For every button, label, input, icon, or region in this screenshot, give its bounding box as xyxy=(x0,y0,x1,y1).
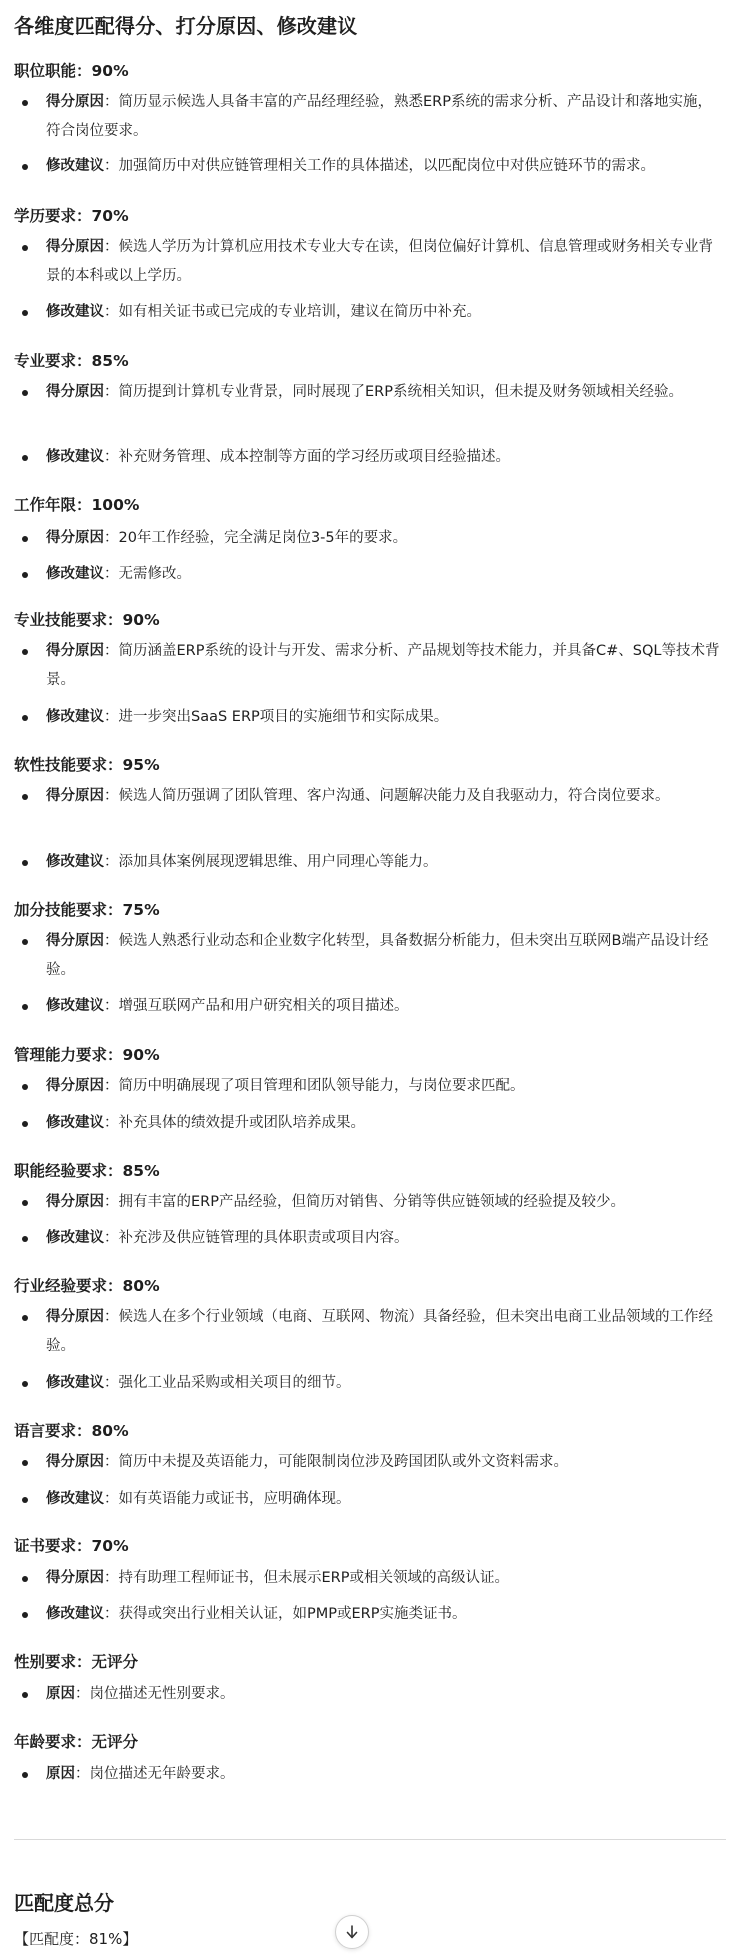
item-text: ：候选人学历为计算机应用技术专业大专在读，但岗位偏好计算机、信息管理或财务相关专业背景的本科或以上学历。 xyxy=(46,239,713,284)
list-item xyxy=(22,1485,722,1514)
bullet-icon xyxy=(22,1772,28,1778)
bullet-icon xyxy=(22,1084,28,1090)
item-text: ：简历涵盖ERP系统的设计与开发、需求分析、产品规划等技术能力，并具备C#、SQL等技术背景。 xyxy=(46,643,720,688)
item-label: 修改建议 xyxy=(46,1491,104,1507)
bullet-icon xyxy=(22,649,28,655)
list-item xyxy=(22,1072,722,1101)
section-title-job-function: 职位职能：90% xyxy=(14,62,129,80)
list-item xyxy=(22,1680,722,1709)
list-item xyxy=(22,298,722,327)
item-text: ：无需修改。 xyxy=(104,566,191,582)
bullet-icon xyxy=(22,1121,28,1127)
item-label: 得分原因 xyxy=(46,239,104,255)
bullet-icon xyxy=(22,572,28,578)
item-text: ：岗位描述无年龄要求。 xyxy=(75,1766,235,1782)
item-text: ：如有英语能力或证书，应明确体现。 xyxy=(104,1491,351,1507)
section-title-age: 年龄要求：无评分 xyxy=(14,1733,139,1751)
bullet-icon xyxy=(22,1004,28,1010)
item-label: 得分原因 xyxy=(46,643,104,659)
item-text: ：如有相关证书或已完成的专业培训，建议在简历中补充。 xyxy=(104,304,481,320)
item-label: 修改建议 xyxy=(46,998,104,1014)
list-item xyxy=(22,1600,722,1629)
bullet-icon xyxy=(22,164,28,170)
list-item xyxy=(22,637,722,695)
list-item xyxy=(22,927,722,985)
bullet-icon xyxy=(22,939,28,945)
list-item xyxy=(22,152,722,181)
item-label: 修改建议 xyxy=(46,709,104,725)
item-text: ：持有助理工程师证书，但未展示ERP或相关领域的高级认证。 xyxy=(104,1570,509,1586)
list-item xyxy=(22,703,722,732)
list-item xyxy=(22,1448,722,1477)
bullet-icon xyxy=(22,1497,28,1503)
bullet-icon xyxy=(22,1381,28,1387)
item-label: 得分原因 xyxy=(46,94,104,110)
item-label: 得分原因 xyxy=(46,788,104,804)
scroll-down-button[interactable] xyxy=(335,1915,369,1949)
page-title: 各维度匹配得分、打分原因、修改建议 xyxy=(14,14,358,38)
item-text: ：简历中明确展现了项目管理和团队领导能力，与岗位要求匹配。 xyxy=(104,1078,525,1094)
item-text: ：候选人简历强调了团队管理、客户沟通、问题解决能力及自我驱动力，符合岗位要求。 xyxy=(104,788,670,804)
list-item xyxy=(22,848,722,877)
bullet-icon xyxy=(22,1315,28,1321)
item-text: ：添加具体案例展现逻辑思维、用户同理心等能力。 xyxy=(104,854,438,870)
bullet-icon xyxy=(22,245,28,251)
section-title-soft-skills: 软性技能要求：95% xyxy=(14,756,160,774)
item-text: ：拥有丰富的ERP产品经验，但简历对销售、分销等供应链领域的经验提及较少。 xyxy=(104,1194,625,1210)
item-label: 得分原因 xyxy=(46,933,104,949)
section-title-certificate: 证书要求：70% xyxy=(14,1537,129,1555)
list-item xyxy=(22,1760,722,1789)
bullet-icon xyxy=(22,1692,28,1698)
item-text: ：简历提到计算机专业背景，同时展现了ERP系统相关知识，但未提及财务领域相关经验。 xyxy=(104,384,683,400)
list-item xyxy=(22,1303,722,1361)
bullet-icon xyxy=(22,860,28,866)
item-label: 得分原因 xyxy=(46,1078,104,1094)
item-label: 得分原因 xyxy=(46,1454,104,1470)
item-label: 修改建议 xyxy=(46,1115,104,1131)
bullet-icon xyxy=(22,536,28,542)
bullet-icon xyxy=(22,794,28,800)
list-item xyxy=(22,560,722,589)
bullet-icon xyxy=(22,1460,28,1466)
item-text: ：岗位描述无性别要求。 xyxy=(75,1686,235,1702)
list-item xyxy=(22,524,722,553)
section-title-gender: 性别要求：无评分 xyxy=(14,1653,139,1671)
list-item xyxy=(22,233,722,291)
bullet-icon xyxy=(22,1200,28,1206)
item-label: 修改建议 xyxy=(46,1375,104,1391)
item-text: ：简历显示候选人具备丰富的产品经理经验，熟悉ERP系统的需求分析、产品设计和落地实施，符合岗位要求。 xyxy=(46,94,712,139)
list-item xyxy=(22,1109,722,1138)
item-text: ：补充财务管理、成本控制等方面的学习经历或项目经验描述。 xyxy=(104,449,510,465)
item-label: 修改建议 xyxy=(46,854,104,870)
section-title-language: 语言要求：80% xyxy=(14,1422,129,1440)
bullet-icon xyxy=(22,455,28,461)
section-title-major: 专业要求：85% xyxy=(14,352,129,370)
section-title-management: 管理能力要求：90% xyxy=(14,1046,160,1064)
item-text: ：强化工业品采购或相关项目的细节。 xyxy=(104,1375,351,1391)
list-item xyxy=(22,992,722,1021)
item-label: 修改建议 xyxy=(46,566,104,582)
item-label: 原因 xyxy=(46,1686,75,1702)
item-label: 修改建议 xyxy=(46,304,104,320)
bullet-icon xyxy=(22,1612,28,1618)
item-label: 得分原因 xyxy=(46,1570,104,1586)
divider xyxy=(14,1839,726,1840)
list-item xyxy=(22,88,722,146)
list-item xyxy=(22,1224,722,1253)
item-label: 原因 xyxy=(46,1766,75,1782)
list-item xyxy=(22,1564,722,1593)
section-title-function-experience: 职能经验要求：85% xyxy=(14,1162,160,1180)
bullet-icon xyxy=(22,1236,28,1242)
item-label: 修改建议 xyxy=(46,1230,104,1246)
item-label: 修改建议 xyxy=(46,449,104,465)
item-text: ：补充涉及供应链管理的具体职责或项目内容。 xyxy=(104,1230,409,1246)
bullet-icon xyxy=(22,310,28,316)
bullet-icon xyxy=(22,715,28,721)
item-text: ：获得或突出行业相关认证，如PMP或ERP实施类证书。 xyxy=(104,1606,467,1622)
bullet-icon xyxy=(22,390,28,396)
section-title-education: 学历要求：70% xyxy=(14,207,129,225)
item-label: 得分原因 xyxy=(46,530,104,546)
section-title-work-years: 工作年限：100% xyxy=(14,496,140,514)
list-item xyxy=(22,782,722,811)
bullet-icon xyxy=(22,100,28,106)
item-text: ：候选人在多个行业领域（电商、互联网、物流）具备经验，但未突出电商工业品领域的工作经验。 xyxy=(46,1309,713,1354)
section-title-pro-skills: 专业技能要求：90% xyxy=(14,611,160,629)
list-item xyxy=(22,1188,722,1217)
section-title-bonus-skills: 加分技能要求：75% xyxy=(14,901,160,919)
item-label: 修改建议 xyxy=(46,1606,104,1622)
item-text: ：增强互联网产品和用户研究相关的项目描述。 xyxy=(104,998,409,1014)
item-text: ：进一步突出SaaS ERP项目的实施细节和实际成果。 xyxy=(104,709,449,725)
section-title-industry-experience: 行业经验要求：80% xyxy=(14,1277,160,1295)
list-item xyxy=(22,1369,722,1398)
item-text: ：候选人熟悉行业动态和企业数字化转型，具备数据分析能力，但未突出互联网B端产品设计经验。 xyxy=(46,933,709,978)
list-item xyxy=(22,378,722,407)
arrow-down-icon xyxy=(345,1924,359,1940)
list-item xyxy=(22,443,722,472)
item-text: ：20年工作经验，完全满足岗位3-5年的要求。 xyxy=(104,530,408,546)
item-text: ：补充具体的绩效提升或团队培养成果。 xyxy=(104,1115,365,1131)
bullet-icon xyxy=(22,1576,28,1582)
item-label: 修改建议 xyxy=(46,158,104,174)
item-label: 得分原因 xyxy=(46,1194,104,1210)
item-text: ：加强简历中对供应链管理相关工作的具体描述，以匹配岗位中对供应链环节的需求。 xyxy=(104,158,655,174)
item-label: 得分原因 xyxy=(46,1309,104,1325)
total-score-value: 【匹配度：81%】 xyxy=(14,1930,138,1948)
item-text: ：简历中未提及英语能力，可能限制岗位涉及跨国团队或外文资料需求。 xyxy=(104,1454,568,1470)
item-label: 得分原因 xyxy=(46,384,104,400)
total-score-title: 匹配度总分 xyxy=(14,1891,114,1915)
